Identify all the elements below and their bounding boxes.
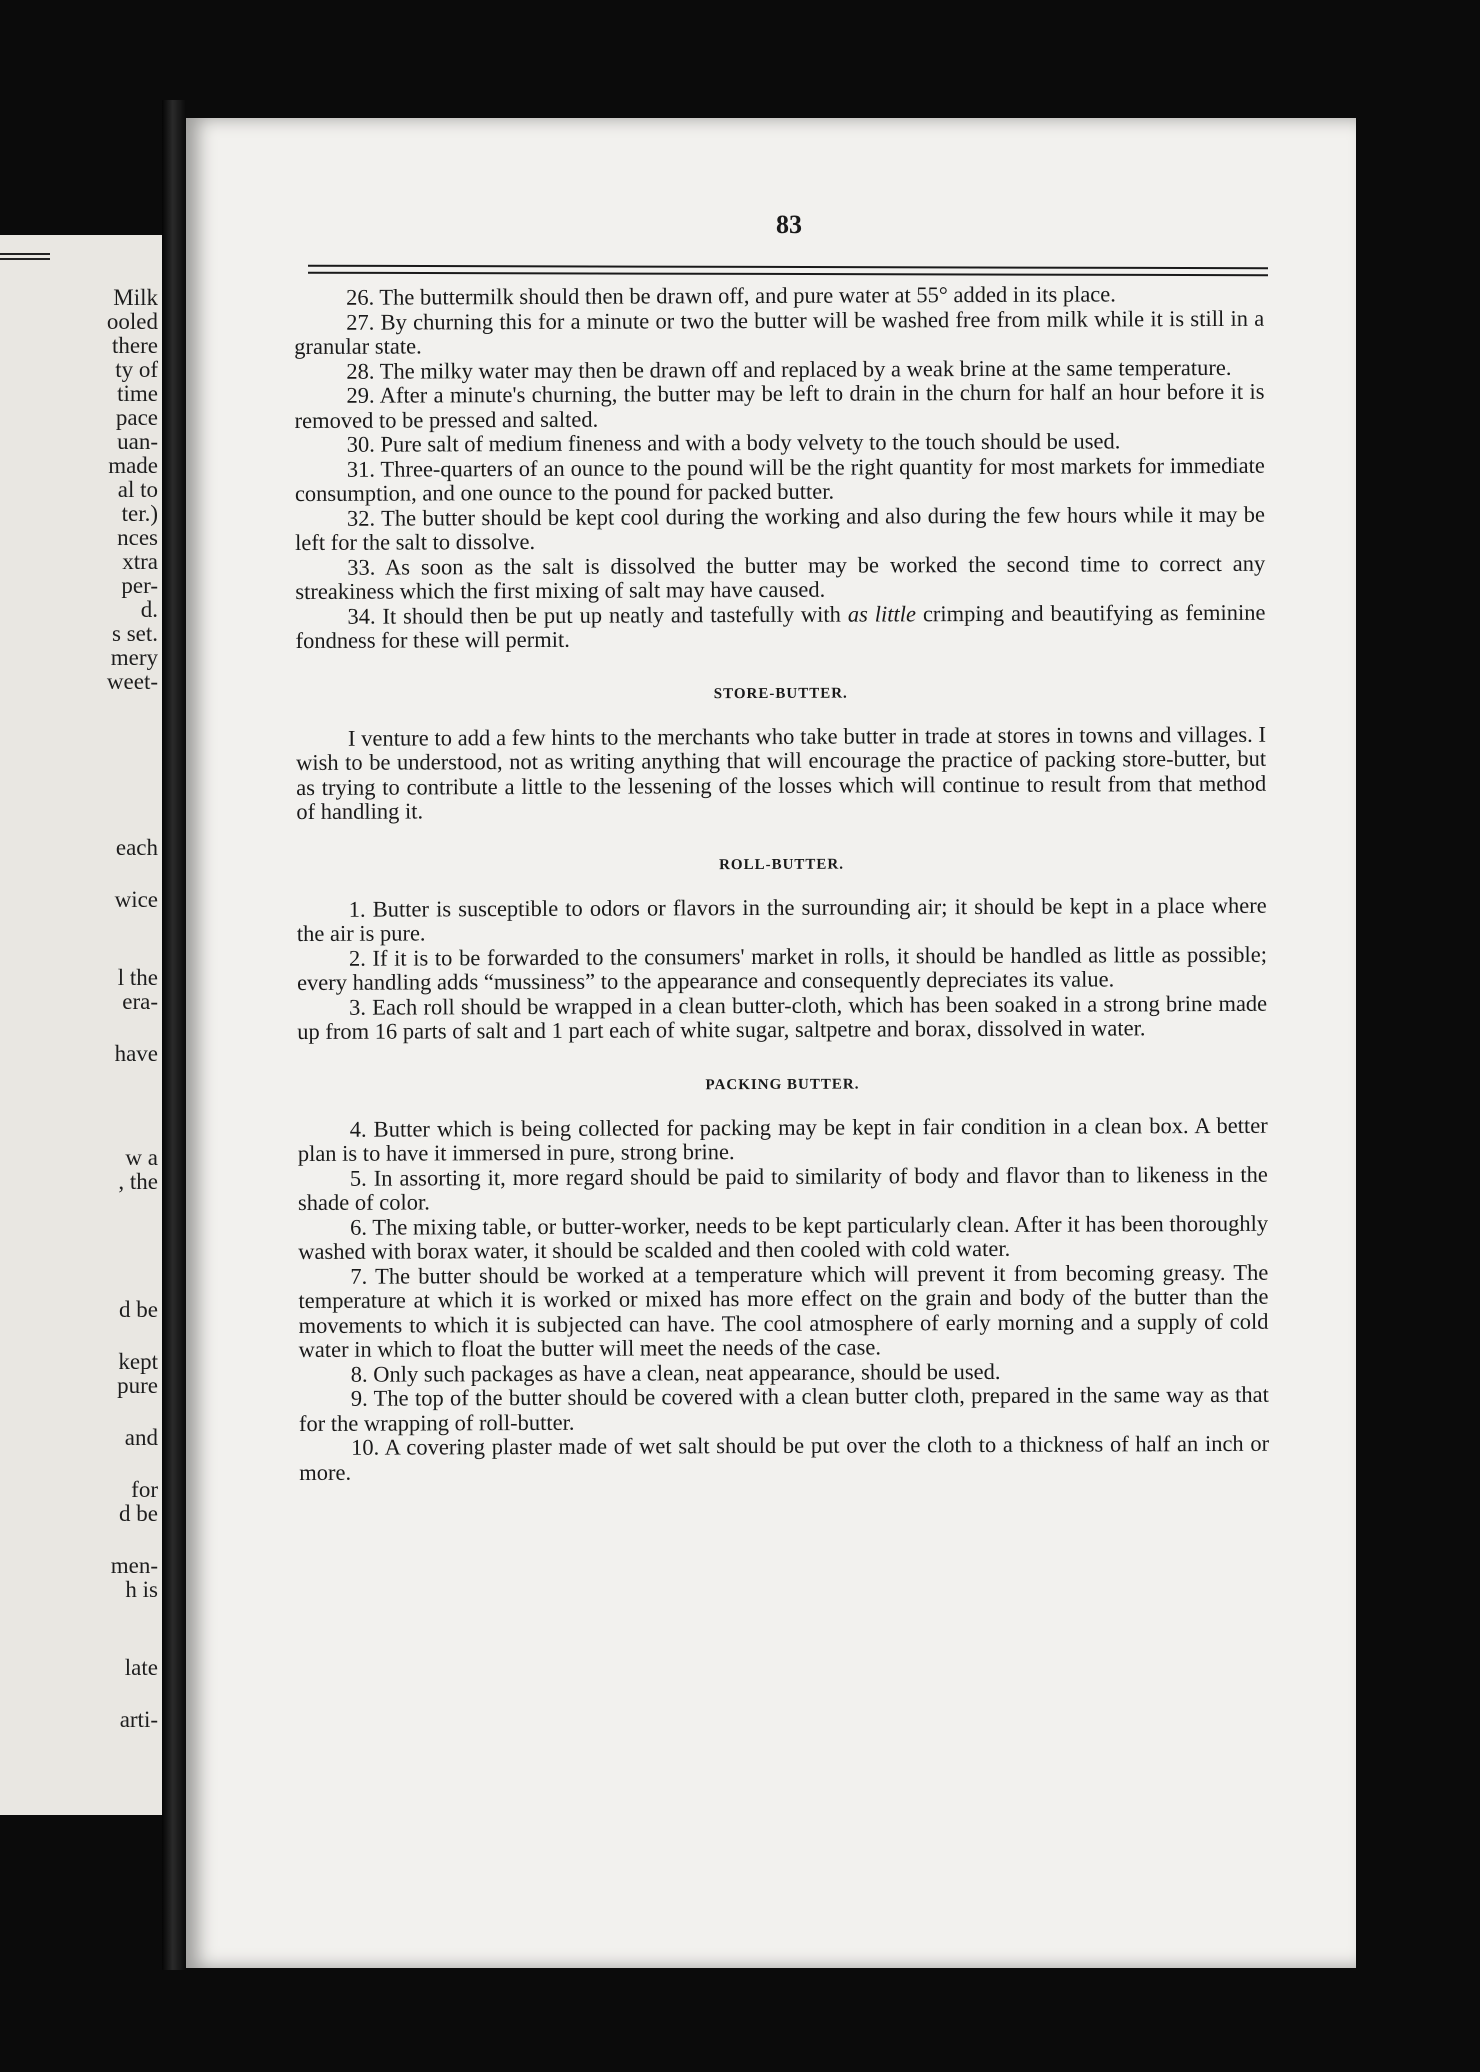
left-fragment-line: per- <box>121 573 158 598</box>
left-fragment-line: Milk <box>113 285 158 310</box>
numbered-paragraph <box>297 942 1267 995</box>
item-text: As soon as the salt is dissolved the butter may be worked the second time to correct any streakiness which the first mixing of salt may have caused. <box>295 550 1266 604</box>
item-number: 29. <box>346 382 375 408</box>
item-number: 6. <box>350 1214 368 1240</box>
left-fragment-line: mery <box>110 645 158 670</box>
left-fragment-line: have <box>114 1041 158 1066</box>
left-fragment-line: uan- <box>117 429 158 454</box>
left-fragment-line: men- <box>110 1553 158 1578</box>
item-number: 34. <box>347 603 376 629</box>
right-page <box>186 118 1356 1968</box>
left-fragment-line: pure <box>117 1373 158 1398</box>
numbered-paragraph <box>295 551 1265 604</box>
numbered-paragraph <box>294 380 1264 433</box>
left-fragment-line: each <box>115 835 158 860</box>
item-text: Butter is susceptible to odors or flavors in the surrounding air; it should be kept in a place where the air is pure. <box>296 892 1267 946</box>
item-text: It should then be put up neatly and tastefully with <box>382 601 841 629</box>
left-fragment-line: h is <box>125 1577 158 1602</box>
item-number: 9. <box>350 1385 368 1411</box>
item-text: After a minute's churning, the butter may be left to drain in the churn for half an hour before it is removed to be pressed and salted. <box>294 378 1265 433</box>
item-text: The butter should be kept cool during the working and also during the few hours while it may be left for the salt to dissolve. <box>295 501 1266 555</box>
left-fragment-line: ty of <box>115 357 158 382</box>
item-number: 4. <box>349 1116 367 1142</box>
item-number: 27. <box>346 309 375 335</box>
item-text: A covering plaster made of wet salt should be put over the cloth to a thickness of half an inch or more. <box>299 1430 1270 1485</box>
item-number: 26. <box>345 284 375 310</box>
item-number: 32. <box>346 505 376 531</box>
left-fragment-line: made <box>108 453 158 478</box>
numbered-paragraph <box>294 306 1264 359</box>
item-number: 1. <box>348 896 366 922</box>
numbered-paragraph <box>298 1162 1268 1215</box>
left-fragment-line: time <box>117 381 158 406</box>
left-fragment-line: ter.) <box>121 501 158 526</box>
numbered-paragraph <box>298 1113 1268 1166</box>
book-gutter <box>162 100 186 1970</box>
item-number: 31. <box>346 456 375 482</box>
item-text: The milky water may then be drawn off and replaced by a weak brine at the same temperature. <box>379 354 1232 384</box>
left-fragment-line: xtra <box>122 549 158 574</box>
left-fragment-line: ooled <box>106 309 158 334</box>
left-fragment-line: wice <box>114 887 158 912</box>
item-number: 8. <box>350 1361 368 1387</box>
section-heading-packing-butter: PACKING BUTTER. <box>705 1076 860 1093</box>
left-fragment-line: for <box>131 1477 158 1502</box>
left-fragment-line: al to <box>117 477 158 502</box>
numbered-paragraph <box>297 893 1267 946</box>
numbered-paragraph <box>298 1260 1268 1362</box>
page-number: 83 <box>776 210 802 239</box>
item-number: 2. <box>348 945 366 971</box>
left-fragment-line: , the <box>118 1169 158 1194</box>
intro-paragraph: I venture to add a few hints to the merchants who take butter in trade at stores in towns and villages. I wish to be understood, not as writing anything that will encourage the practice of packing store-butter, but as trying to contribute a little to the lessening of the losses which will continue to result from that method of handling it. <box>296 721 1267 824</box>
item-text: Each roll should be wrapped in a clean butter-cloth, which has been soaked in a strong brine made up from 16 parts of salt and 1 part each of white sugar, saltpetre and borax, dissolved in water. <box>297 990 1268 1044</box>
section-heading-roll-butter: ROLL-BUTTER. <box>719 856 845 873</box>
left-fragment-line: d be <box>119 1501 158 1526</box>
left-fragment-line: l the <box>117 965 158 990</box>
left-header-rule <box>0 253 50 260</box>
item-number: 7. <box>350 1263 368 1289</box>
left-fragment-line: nces <box>117 525 158 550</box>
item-number: 3. <box>349 994 367 1020</box>
left-fragment-line: weet- <box>106 669 158 694</box>
item-text: Butter which is being collected for packing may be kept in fair condition in a clean box. A better plan is to have it immersed in pure, strong brine. <box>297 1112 1268 1166</box>
left-fragment-line: and <box>124 1425 158 1450</box>
left-fragment-line: pace <box>115 405 158 430</box>
left-page-fragment <box>0 235 162 1815</box>
item-text: crimping and beautifying as feminine fondness for these will permit. <box>295 599 1266 653</box>
left-fragment-line: era- <box>122 989 158 1014</box>
item-number: 33. <box>347 554 376 580</box>
left-fragment-line: w a <box>125 1145 158 1170</box>
numbered-paragraph <box>298 1211 1268 1264</box>
section-heading-store-butter: STORE-BUTTER. <box>713 685 848 702</box>
left-fragment-line: kept <box>118 1349 158 1374</box>
left-fragment-line: d be <box>119 1297 158 1322</box>
numbered-paragraph <box>299 1383 1269 1436</box>
item-text: Only such packages as have a clean, neat appearance, should be used. <box>373 1358 1001 1387</box>
left-fragment-line: d. <box>140 597 158 622</box>
item-text: If it is to be forwarded to the consumers' market in rolls, it should be handled as little as possible; every handling adds “mussiness” to the appearance and consequently depreciates its value. <box>296 941 1267 995</box>
item-text: The buttermilk should then be drawn off, and pure water at 55° added in its place. <box>379 281 1116 310</box>
item-text: The top of the butter should be covered with a clean butter cloth, prepared in the same way as that for the wrapping of roll-butter. <box>298 1381 1269 1436</box>
numbered-paragraph <box>295 502 1265 555</box>
item-text: The mixing table, or butter-worker, needs to be kept particularly clean. After it has been thoroughly washed with borax water, it should be scalded and then cooled with cold water. <box>298 1210 1269 1264</box>
item-text: In assorting it, more regard should be paid to similarity of body and flavor than to likeness in the shade of color. <box>297 1161 1268 1215</box>
numbered-paragraph <box>297 991 1267 1044</box>
item-text: Three-quarters of an ounce to the pound will be the right quantity for most markets for immediate consumption, and one ounce to the pound for packed butter. <box>294 452 1265 506</box>
numbered-paragraph <box>295 453 1265 506</box>
left-fragment-line: there <box>112 333 158 358</box>
item-number: 10. <box>351 1434 380 1460</box>
header-rule <box>308 265 1268 277</box>
left-fragment-line: late <box>124 1655 158 1680</box>
item-text: Pure salt of medium fineness and with a body velvety to the touch should be used. <box>380 428 1121 457</box>
item-number: 5. <box>349 1165 367 1191</box>
body-text <box>294 282 1269 1485</box>
item-text: The butter should be worked at a temperature which will prevent it from becoming greasy. The temperature at which it is worked or mixed has more effect on the grain and body of the butter than the movements to which it is subjected can have. The cool atmosphere of early morning and a supply of cold water in which to float the butter will meet the needs of the case. <box>298 1259 1269 1362</box>
numbered-paragraph <box>299 1432 1269 1485</box>
left-fragment-line: arti- <box>119 1707 158 1732</box>
left-fragment-line: s set. <box>112 621 158 646</box>
numbered-paragraph <box>295 600 1265 653</box>
item-text: By churning this for a minute or two the butter will be washed free from milk while it is still in a granular state. <box>294 305 1265 359</box>
item-number: 28. <box>346 358 375 384</box>
italic-phrase: as little <box>847 600 917 627</box>
item-number: 30. <box>346 431 375 457</box>
